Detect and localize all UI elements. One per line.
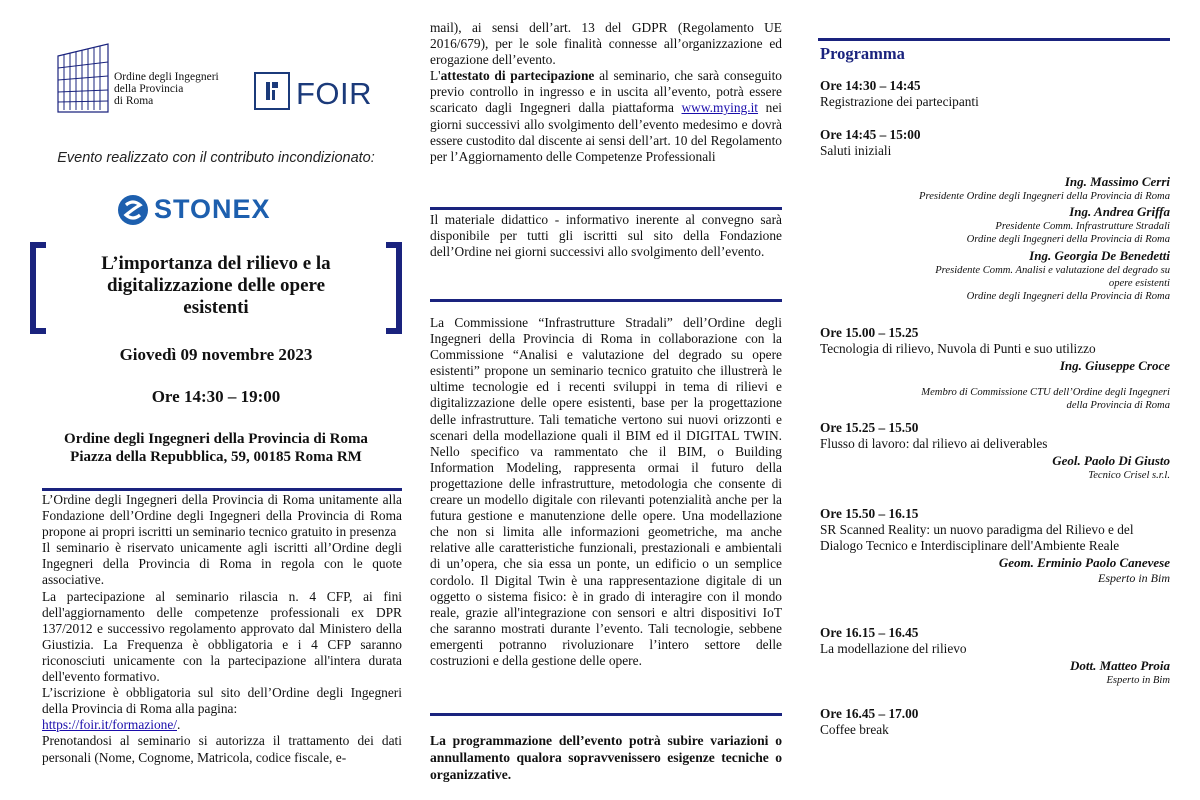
left-column: [30, 0, 402, 800]
mying-link[interactable]: www.mying.it: [681, 100, 759, 116]
stonex-logo: [116, 193, 296, 229]
speaker: Geol. Paolo Di Giusto Tecnico Crisel s.r.l.: [1052, 453, 1170, 481]
program-item: Ore 14:30 – 14:45 Registrazione dei partecipanti: [820, 78, 979, 109]
ordine-building-logo: [54, 38, 112, 116]
program-item: Ore 16.15 – 16.45 La modellazione del rilievo: [820, 625, 967, 656]
program-notice: La programmazione dell’evento potrà subire variazioni o annullamento qualora sopravvenissero esigenze tecniche o organizzative.: [430, 733, 782, 782]
divider: [430, 713, 782, 716]
program-item: Ore 15.00 – 15.25 Tecnologia di rilievo, Nuvola di Punti e suo utilizzo: [820, 325, 1096, 356]
divider: [430, 299, 782, 302]
event-venue: Ordine degli Ingegneri della Provincia di Roma Piazza della Repubblica, 59, 00185 Roma RM: [64, 431, 368, 465]
speaker: Ing. Massimo Cerri Presidente Ordine degli Ingegneri della Provincia di Roma: [919, 174, 1170, 202]
formazione-link[interactable]: https://foir.it/formazione/: [42, 717, 177, 733]
program-item: Ore 15.50 – 16.15 SR Scanned Reality: un nuovo paradigma del Rilievo e del Dialogo Tecnico e Interdisciplinare dell'Ambiente Reale: [820, 506, 1134, 553]
speaker: Dott. Matteo Proia Esperto in Bim: [1069, 658, 1170, 686]
middle-column: [430, 0, 782, 800]
foir-logo-mark: [254, 72, 290, 110]
title-bracket-right: [386, 242, 402, 334]
speaker: Geom. Erminio Paolo Canevese Esperto in Bim: [998, 555, 1170, 585]
speaker: Ing. Andrea Griffa Presidente Comm. Infrastrutture Stradali Ordine degli Ingegneri della Provincia di Roma: [966, 204, 1170, 245]
speaker: Ing. Giuseppe Croce Membro di Commissione CTU dell’Ordine degli Ingegneri della Provincia di Roma: [921, 358, 1170, 411]
divider: [42, 488, 402, 491]
logo-row: [54, 38, 394, 118]
stonex-logo-text: STONEX: [154, 194, 271, 224]
privacy-and-attestato: mail), ai sensi dell’art. 13 del GDPR (Regolamento UE 2016/679), per le sole finalità connesse all’organizzazione ed erogazione dell’evento. L'attestato di partecipazione al seminario, che sarà conseguito previo controllo in ingresso e in uscita all’evento, potrà essere scaricato dagli Ingegneri dalla piattaforma www.mying.it nei giorni successivi allo svolgimento dell’evento medesimo e dovrà essere custodito dal discente ai sensi dell’art. 10 del Regolamento per l’Aggiornamento delle Competenze Professionali: [430, 20, 782, 164]
programma-title: Programma: [820, 44, 905, 63]
event-title: L’importanza del rilievo e la digitalizzazione delle opere esistenti: [101, 253, 331, 318]
sponsor-note: Evento realizzato con il contributo incondizionato:: [57, 150, 375, 166]
program-item: Ore 15.25 – 15.50 Flusso di lavoro: dal rilievo ai deliverables: [820, 420, 1048, 451]
foir-logo-text: FOIR: [296, 76, 373, 111]
divider: [430, 207, 782, 210]
description-text: La Commissione “Infrastrutture Stradali” dell’Ordine degli Ingegneri della Provincia di Roma in collaborazione con la Commissione “Analisi e valutazione del degrado su opere esistenti” propone un seminario tecnico gratuito che illustrerà le ultime tecnologie ed i recenti sviluppi in tema di rilievi e digitalizzazione delle opere esistenti, base per la progettazione delle infrastrutture. Tali tematiche vertono sui nuovi orizzonti e scenari della modellazione quali il BIM ed il DIGITAL TWIN. Nello specifico va rammentato che il BIM, o Building Information Modeling, rappresenta ormai il futuro della progettazione delle infrastrutture, metodologia che consente di creare un modello digitale con rilevanti potenzialità anche per la futura gestione e manutenzione delle opere. Una modellazione che non si limita alle informazioni geometriche, ma anche relative alle caratteristiche funzionali, prestazionali e ambientali di un’opera, che sia essa un ponte, un edificio o un semplice cordolo. Il Digital Twin è una rappresentazione digitale di un oggetto o sistema fisico: è in grado di interagire con il mondo reale, grazie all'integrazione con sensori e altri dispositivi IoT che saranno mostrati durante l’evento. Tali tecnologie, sebbene emergenti potranno rivoluzionare l’intero settore delle costruzioni e della gestione delle opere.: [430, 315, 782, 668]
event-time: Ore 14:30 – 19:00: [151, 387, 281, 406]
stonex-emblem-icon: [116, 193, 150, 227]
program-item: Ore 16.45 – 17.00 Coffee break: [820, 706, 919, 737]
ordine-logo-text: Ordine degli Ingegneri della Provincia di Roma: [114, 71, 219, 107]
programma-column: [818, 0, 1170, 800]
program-item: Ore 14:45 – 15:00 Saluti iniziali: [820, 127, 921, 158]
materiale-didattico: Il materiale didattico - informativo inerente al convegno sarà disponibile per tutti gli iscritti sul sito della Fondazione dell’Ordine nei giorni successivi allo svolgimento dell’evento.: [430, 212, 782, 260]
divider: [818, 38, 1170, 41]
event-date: Giovedì 09 novembre 2023: [119, 345, 313, 364]
speaker: Ing. Georgia De Benedetti Presidente Comm. Analisi e valutazione del degrado su opere esistenti Ordine degli Ingegneri della Provincia di Roma: [935, 248, 1170, 302]
title-bracket-left: [30, 242, 46, 334]
info-text: L’Ordine degli Ingegneri della Provincia di Roma unitamente alla Fondazione dell’Ordine degli Ingegneri della Provincia di Roma propone ai propri iscritti un seminario tecnico gratuito in presenza Il seminario è riservato unicamente agli iscritti all’Ordine degli Ingegneri della Provincia di Roma in regola con le quote associative. La partecipazione al seminario rilascia n. 4 CFP, ai fini dell'aggiornamento delle competenze professionali ex DPR 137/2012 e successivo regolamento approvato dal Ministero della Giustizia. La Frequenza è obbligatoria e i 4 CFP saranno riconosciuti unicamente con la partecipazione all'intera durata dell'evento formativo. L’iscrizione è obbligatoria sul sito dell’Ordine degli Ingegneri della Provincia di Roma alla pagina: https://foir.it/formazione/. Prenotandosi al seminario si autorizza il trattamento dei dati personali (Nome, Cognome, Matricola, codice fiscale, e-: [42, 492, 402, 765]
